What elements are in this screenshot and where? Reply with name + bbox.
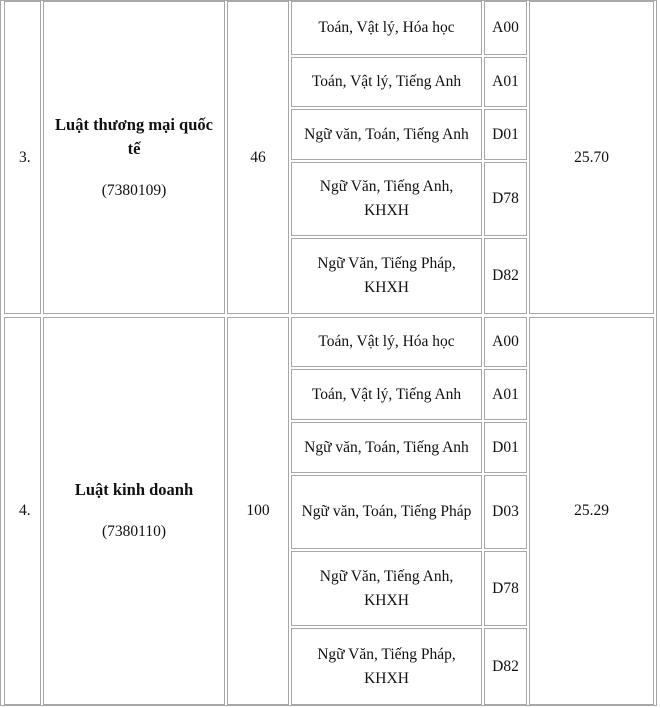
- combination-code: A01: [484, 369, 527, 420]
- cutoff-score: 25.70: [529, 1, 654, 314]
- combination-code: A01: [484, 57, 527, 107]
- major-code: (7380109): [101, 181, 167, 199]
- subject-combination: Ngữ Văn, Tiếng Anh, KHXH: [291, 162, 482, 236]
- major-cell: [43, 1, 225, 314]
- row-number: 4.: [4, 317, 41, 705]
- combination-code: A00: [484, 1, 527, 55]
- subject-combination: Toán, Vật lý, Tiếng Anh: [291, 369, 482, 420]
- subject-combination: Ngữ văn, Toán, Tiếng Anh: [291, 109, 482, 160]
- quota-cell: 46: [227, 1, 289, 314]
- row-number: 3.: [4, 1, 41, 314]
- quota-cell: 100: [227, 317, 289, 705]
- subject-combination: Ngữ văn, Toán, Tiếng Anh: [291, 422, 482, 473]
- major-name: Luật kinh doanh: [74, 480, 194, 499]
- subject-combination: Ngữ văn, Toán, Tiếng Pháp: [291, 475, 482, 549]
- combination-code: D82: [484, 628, 527, 705]
- combination-code: D01: [484, 422, 527, 473]
- combination-code: D03: [484, 475, 527, 549]
- subject-combination: Toán, Vật lý, Hóa học: [291, 1, 482, 55]
- subject-combination: Ngữ Văn, Tiếng Pháp, KHXH: [291, 628, 482, 705]
- major-cell: [43, 317, 225, 705]
- cutoff-score: 25.29: [529, 317, 654, 705]
- subject-combination: Toán, Vật lý, Tiếng Anh: [291, 57, 482, 107]
- subject-combination: Toán, Vật lý, Hóa học: [291, 317, 482, 367]
- combination-code: D82: [484, 238, 527, 314]
- subject-combination: Ngữ Văn, Tiếng Pháp, KHXH: [291, 238, 482, 314]
- combination-code: A00: [484, 317, 527, 367]
- subject-combination: Ngữ Văn, Tiếng Anh, KHXH: [291, 551, 482, 626]
- combination-code: D78: [484, 162, 527, 236]
- combination-code: D01: [484, 109, 527, 160]
- major-name: Luật thương mại quốc tế: [55, 114, 213, 158]
- major-code: (7380110): [102, 523, 166, 540]
- combination-code: D78: [484, 551, 527, 626]
